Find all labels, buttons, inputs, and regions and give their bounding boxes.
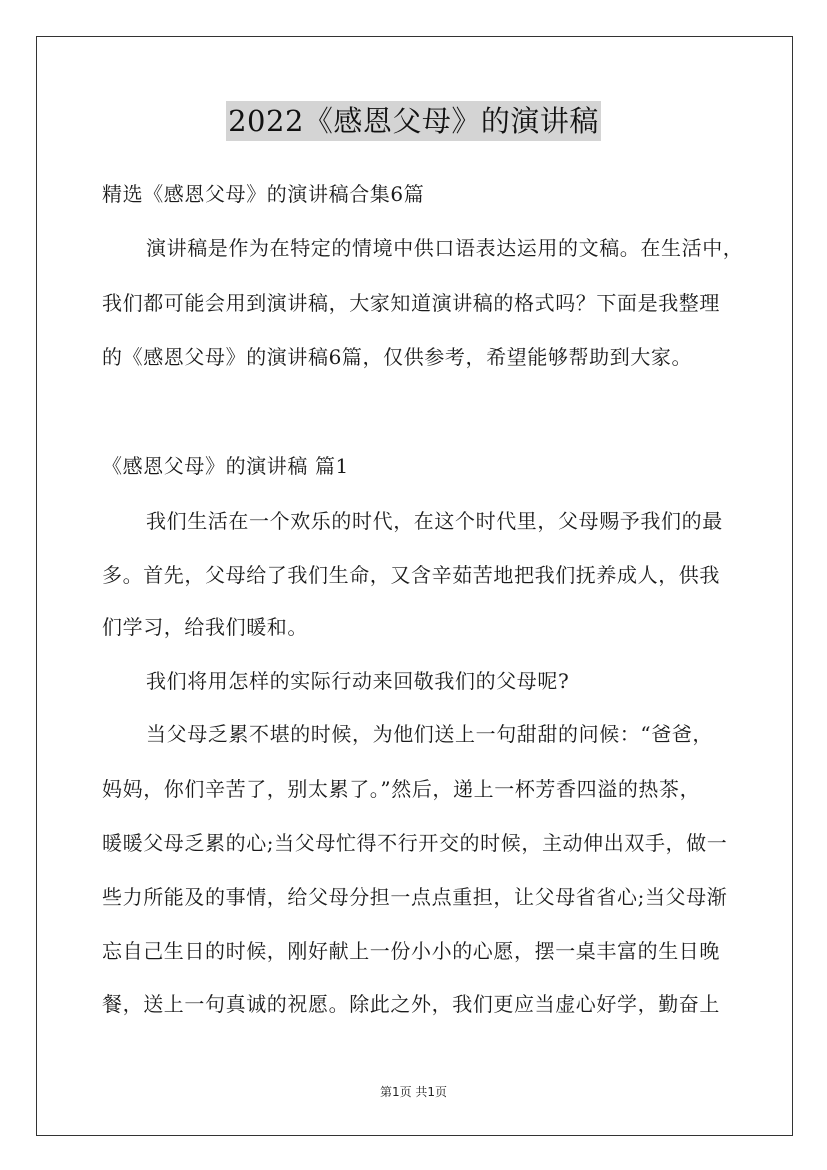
intro-line-3: 的《感恩父母》的演讲稿6篇，仅供参考，希望能够帮助到大家。 (102, 345, 693, 369)
document-title: 2022《感恩父母》的演讲稿 (226, 101, 601, 141)
body-line-2: 多。首先，父母给了我们生命，又含辛茹苦地把我们抚养成人，供我 (102, 563, 720, 587)
body-line-4: 我们将用怎样的实际行动来回敬我们的父母呢? (146, 669, 570, 693)
body-line-6: 妈妈，你们辛苦了，别太累了。”然后，递上一杯芳香四溢的热茶， (102, 777, 701, 801)
page-number: 第1页 共1页 (379, 1085, 448, 1099)
body-line-7: 暖暖父母乏累的心;当父母忙得不行开交的时候，主动伸出双手，做一 (102, 831, 728, 855)
intro-line-1: 演讲稿是作为在特定的情境中供口语表达运用的文稿。在生活中， (146, 236, 744, 260)
body-line-1: 我们生活在一个欢乐的时代，在这个时代里，父母赐予我们的最 (146, 509, 723, 533)
body-line-8: 些力所能及的事情，给父母分担一点点重担，让父母省省心;当父母渐 (102, 885, 728, 909)
body-line-3: 们学习，给我们暖和。 (102, 615, 308, 639)
intro-line-2: 我们都可能会用到演讲稿，大家知道演讲稿的格式吗？下面是我整理 (102, 291, 720, 315)
body-line-10: 餐，送上一句真诚的祝愿。除此之外，我们更应当虚心好学，勤奋上 (102, 992, 720, 1016)
section-heading: 《感恩父母》的演讲稿 篇1 (102, 454, 349, 478)
body-line-5: 当父母乏累不堪的时候，为他们送上一句甜甜的问候：“爸爸， (146, 722, 714, 746)
subtitle: 精选《感恩父母》的演讲稿合集6篇 (102, 182, 425, 206)
title-container (0, 101, 827, 141)
body-line-9: 忘自己生日的时候，刚好献上一份小小的心愿，摆一桌丰富的生日晚 (102, 939, 720, 963)
